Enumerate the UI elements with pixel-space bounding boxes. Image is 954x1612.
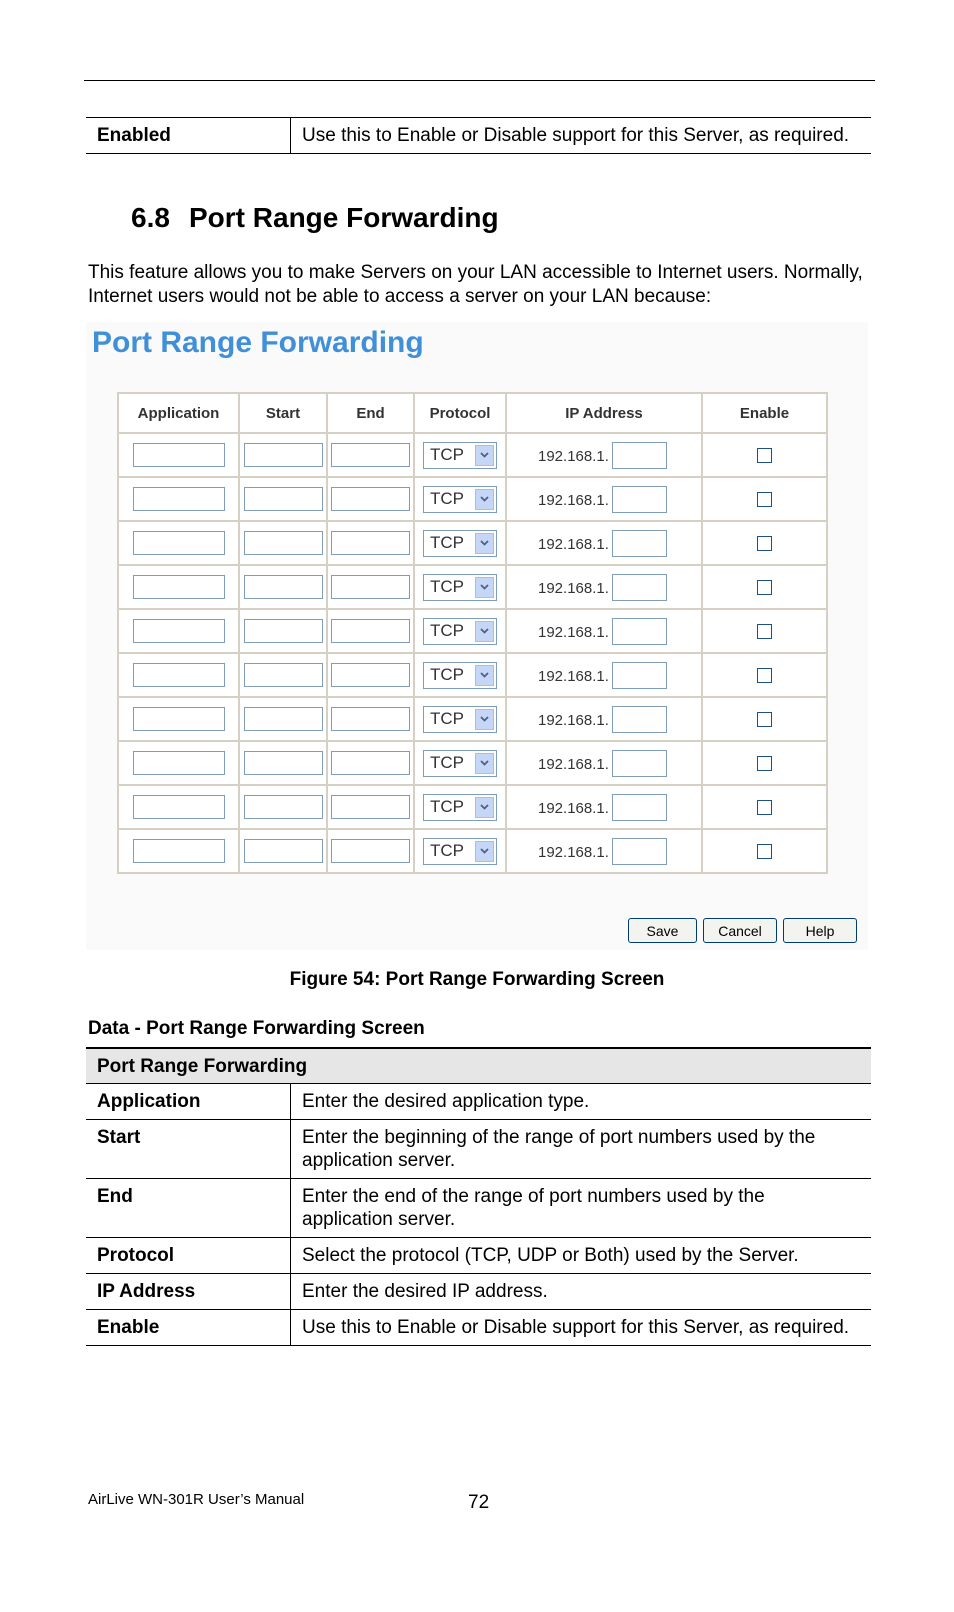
protocol-cell bbox=[414, 565, 506, 609]
ip-address-cell bbox=[506, 521, 702, 565]
enable-cell bbox=[702, 653, 827, 697]
chevron-down-icon[interactable] bbox=[475, 841, 494, 862]
enable-checkbox[interactable] bbox=[757, 800, 772, 815]
section-number: 6.8 bbox=[131, 202, 170, 233]
protocol-select[interactable] bbox=[423, 706, 497, 733]
enable-checkbox[interactable] bbox=[757, 448, 772, 463]
enable-cell bbox=[702, 785, 827, 829]
ip-prefix: 192.168.1. bbox=[538, 448, 609, 465]
port-range-rows bbox=[118, 433, 827, 873]
ip-last-octet-input[interactable] bbox=[612, 838, 667, 865]
ip-last-octet-input[interactable] bbox=[612, 706, 667, 733]
definition-term: IP Address bbox=[86, 1274, 291, 1310]
port-range-row bbox=[118, 653, 827, 697]
chevron-down-icon[interactable] bbox=[475, 533, 494, 554]
port-range-row bbox=[118, 433, 827, 477]
port-range-row bbox=[118, 741, 827, 785]
start-port-input[interactable] bbox=[244, 531, 323, 555]
ip-address-cell bbox=[506, 697, 702, 741]
definition-description: Enter the beginning of the range of port numbers used by the application server. bbox=[302, 1127, 816, 1171]
definition-description: Enter the desired application type. bbox=[302, 1091, 590, 1112]
start-cell bbox=[239, 565, 327, 609]
start-cell bbox=[239, 741, 327, 785]
protocol-cell bbox=[414, 653, 506, 697]
definition-row bbox=[86, 1310, 871, 1346]
end-cell bbox=[327, 433, 414, 477]
end-cell bbox=[327, 521, 414, 565]
start-cell bbox=[239, 785, 327, 829]
enable-checkbox[interactable] bbox=[757, 756, 772, 771]
definition-row bbox=[86, 118, 871, 154]
end-port-input[interactable] bbox=[331, 707, 410, 731]
ip-prefix: 192.168.1. bbox=[538, 624, 609, 641]
ip-prefix: 192.168.1. bbox=[538, 492, 609, 509]
ip-prefix: 192.168.1. bbox=[538, 844, 609, 861]
port-range-table bbox=[117, 392, 828, 874]
section-heading bbox=[131, 202, 499, 234]
ip-prefix: 192.168.1. bbox=[538, 536, 609, 553]
definition-term: End bbox=[86, 1179, 291, 1238]
definition-term: Start bbox=[86, 1120, 291, 1179]
enable-checkbox[interactable] bbox=[757, 536, 772, 551]
application-input[interactable] bbox=[133, 619, 225, 643]
application-input[interactable] bbox=[133, 575, 225, 599]
ip-address-cell bbox=[506, 609, 702, 653]
end-port-input[interactable] bbox=[331, 751, 410, 775]
application-input[interactable] bbox=[133, 487, 225, 511]
port-range-row bbox=[118, 477, 827, 521]
protocol-value: TCP bbox=[430, 797, 464, 816]
end-port-input[interactable] bbox=[331, 443, 410, 467]
ip-last-octet-input[interactable] bbox=[612, 794, 667, 821]
start-port-input[interactable] bbox=[244, 707, 323, 731]
enable-cell bbox=[702, 609, 827, 653]
definition-description: Use this to Enable or Disable support for this Server, as required. bbox=[302, 125, 850, 146]
protocol-value: TCP bbox=[430, 841, 464, 860]
end-port-input[interactable] bbox=[331, 575, 410, 599]
chevron-down-icon[interactable] bbox=[475, 665, 494, 686]
protocol-cell bbox=[414, 829, 506, 873]
start-port-input[interactable] bbox=[244, 751, 323, 775]
enabled-definition-table bbox=[86, 117, 871, 154]
ip-prefix: 192.168.1. bbox=[538, 712, 609, 729]
ip-prefix: 192.168.1. bbox=[538, 756, 609, 773]
figure-caption: Figure 54: Port Range Forwarding Screen bbox=[289, 969, 665, 990]
enable-cell bbox=[702, 741, 827, 785]
start-cell bbox=[239, 653, 327, 697]
protocol-value: TCP bbox=[430, 445, 464, 464]
protocol-value: TCP bbox=[430, 621, 464, 640]
protocol-cell bbox=[414, 785, 506, 829]
ip-last-octet-input[interactable] bbox=[612, 750, 667, 777]
protocol-cell bbox=[414, 609, 506, 653]
application-cell bbox=[118, 609, 239, 653]
definition-description: Select the protocol (TCP, UDP or Both) used by the Server. bbox=[302, 1245, 799, 1266]
start-cell bbox=[239, 609, 327, 653]
protocol-value: TCP bbox=[430, 489, 464, 508]
enable-checkbox[interactable] bbox=[757, 624, 772, 639]
start-cell bbox=[239, 697, 327, 741]
data-table-header: Port Range Forwarding bbox=[86, 1048, 871, 1084]
end-port-input[interactable] bbox=[331, 839, 410, 863]
protocol-select[interactable] bbox=[423, 750, 497, 777]
port-range-row bbox=[118, 785, 827, 829]
enable-checkbox[interactable] bbox=[757, 668, 772, 683]
protocol-select[interactable] bbox=[423, 662, 497, 689]
ip-prefix: 192.168.1. bbox=[538, 580, 609, 597]
enable-cell bbox=[702, 433, 827, 477]
end-port-input[interactable] bbox=[331, 487, 410, 511]
protocol-value: TCP bbox=[430, 709, 464, 728]
enable-cell bbox=[702, 565, 827, 609]
port-range-row bbox=[118, 829, 827, 873]
port-range-forwarding-screenshot bbox=[86, 322, 868, 950]
chevron-down-icon[interactable] bbox=[475, 577, 494, 598]
start-port-input[interactable] bbox=[244, 839, 323, 863]
protocol-cell bbox=[414, 477, 506, 521]
column-header-ip-address: IP Address bbox=[506, 393, 702, 433]
end-cell bbox=[327, 697, 414, 741]
ip-last-octet-input[interactable] bbox=[612, 530, 667, 557]
chevron-down-icon[interactable] bbox=[475, 445, 494, 466]
section-title: Port Range Forwarding bbox=[189, 202, 499, 233]
save-button[interactable]: Save bbox=[628, 918, 697, 943]
definition-term: Application bbox=[86, 1084, 291, 1120]
port-range-header-row bbox=[118, 393, 827, 433]
application-cell bbox=[118, 565, 239, 609]
chevron-down-icon[interactable] bbox=[475, 797, 494, 818]
ip-address-cell bbox=[506, 741, 702, 785]
start-cell bbox=[239, 829, 327, 873]
application-input[interactable] bbox=[133, 795, 225, 819]
port-range-row bbox=[118, 609, 827, 653]
column-header-protocol: Protocol bbox=[414, 393, 506, 433]
start-port-input[interactable] bbox=[244, 487, 323, 511]
page-header-rule bbox=[84, 80, 875, 81]
protocol-select[interactable] bbox=[423, 530, 497, 557]
protocol-select[interactable] bbox=[423, 574, 497, 601]
ip-last-octet-input[interactable] bbox=[612, 662, 667, 689]
intro-paragraph: This feature allows you to make Servers on your LAN accessible to Internet users. Normally, Internet users would not be able to access a server on your LAN because: bbox=[88, 262, 863, 307]
column-header-start: Start bbox=[239, 393, 327, 433]
protocol-select[interactable] bbox=[423, 442, 497, 469]
protocol-cell bbox=[414, 433, 506, 477]
end-cell bbox=[327, 653, 414, 697]
enable-checkbox[interactable] bbox=[757, 844, 772, 859]
application-cell bbox=[118, 697, 239, 741]
protocol-cell bbox=[414, 741, 506, 785]
definition-term: Enable bbox=[86, 1310, 291, 1346]
definition-row bbox=[86, 1120, 871, 1179]
enable-cell bbox=[702, 829, 827, 873]
cancel-button[interactable]: Cancel bbox=[703, 918, 777, 943]
start-cell bbox=[239, 433, 327, 477]
definition-term: Enabled bbox=[86, 118, 291, 154]
data-definition-table bbox=[86, 1047, 871, 1346]
chevron-down-icon[interactable] bbox=[475, 753, 494, 774]
protocol-select[interactable] bbox=[423, 486, 497, 513]
definition-row bbox=[86, 1238, 871, 1274]
enable-checkbox[interactable] bbox=[757, 492, 772, 507]
chevron-down-icon[interactable] bbox=[475, 709, 494, 730]
start-cell bbox=[239, 521, 327, 565]
start-port-input[interactable] bbox=[244, 443, 323, 467]
application-cell bbox=[118, 521, 239, 565]
end-cell bbox=[327, 785, 414, 829]
enable-cell bbox=[702, 697, 827, 741]
column-header-enable: Enable bbox=[702, 393, 827, 433]
ip-prefix: 192.168.1. bbox=[538, 800, 609, 817]
end-cell bbox=[327, 741, 414, 785]
end-port-input[interactable] bbox=[331, 619, 410, 643]
protocol-cell bbox=[414, 521, 506, 565]
data-table-header-row bbox=[86, 1048, 871, 1084]
data-table-title: Data - Port Range Forwarding Screen bbox=[88, 1018, 425, 1039]
definition-description: Use this to Enable or Disable support for this Server, as required. bbox=[302, 1317, 850, 1338]
protocol-cell bbox=[414, 697, 506, 741]
enable-cell bbox=[702, 477, 827, 521]
form-buttons bbox=[628, 918, 857, 943]
application-cell bbox=[118, 741, 239, 785]
end-port-input[interactable] bbox=[331, 531, 410, 555]
application-cell bbox=[118, 653, 239, 697]
enable-checkbox[interactable] bbox=[757, 580, 772, 595]
ip-address-cell bbox=[506, 477, 702, 521]
ip-last-octet-input[interactable] bbox=[612, 486, 667, 513]
end-cell bbox=[327, 829, 414, 873]
start-port-input[interactable] bbox=[244, 795, 323, 819]
start-port-input[interactable] bbox=[244, 619, 323, 643]
end-port-input[interactable] bbox=[331, 663, 410, 687]
application-input[interactable] bbox=[133, 443, 225, 467]
ip-address-cell bbox=[506, 829, 702, 873]
ip-prefix: 192.168.1. bbox=[538, 668, 609, 685]
definition-term: Protocol bbox=[86, 1238, 291, 1274]
protocol-value: TCP bbox=[430, 665, 464, 684]
port-range-row bbox=[118, 521, 827, 565]
enable-cell bbox=[702, 521, 827, 565]
help-button[interactable]: Help bbox=[783, 918, 857, 943]
end-cell bbox=[327, 609, 414, 653]
ip-last-octet-input[interactable] bbox=[612, 442, 667, 469]
chevron-down-icon[interactable] bbox=[475, 489, 494, 510]
definition-row bbox=[86, 1179, 871, 1238]
start-cell bbox=[239, 477, 327, 521]
application-cell bbox=[118, 477, 239, 521]
start-port-input[interactable] bbox=[244, 575, 323, 599]
definition-row bbox=[86, 1084, 871, 1120]
end-cell bbox=[327, 477, 414, 521]
protocol-value: TCP bbox=[430, 753, 464, 772]
definition-description: Enter the desired IP address. bbox=[302, 1281, 548, 1302]
ip-address-cell bbox=[506, 433, 702, 477]
end-cell bbox=[327, 565, 414, 609]
application-input[interactable] bbox=[133, 707, 225, 731]
protocol-select[interactable] bbox=[423, 838, 497, 865]
screen-title: Port Range Forwarding bbox=[92, 326, 424, 359]
application-cell bbox=[118, 785, 239, 829]
definition-description: Enter the end of the range of port numbers used by the application server. bbox=[302, 1186, 765, 1230]
start-port-input[interactable] bbox=[244, 663, 323, 687]
end-port-input[interactable] bbox=[331, 795, 410, 819]
protocol-select[interactable] bbox=[423, 794, 497, 821]
footer-manual-name: AirLive WN-301R User’s Manual bbox=[88, 1491, 305, 1508]
protocol-value: TCP bbox=[430, 533, 464, 552]
application-cell bbox=[118, 829, 239, 873]
ip-last-octet-input[interactable] bbox=[612, 574, 667, 601]
port-range-row bbox=[118, 565, 827, 609]
ip-address-cell bbox=[506, 653, 702, 697]
ip-address-cell bbox=[506, 785, 702, 829]
protocol-value: TCP bbox=[430, 577, 464, 596]
protocol-select[interactable] bbox=[423, 618, 497, 645]
application-input[interactable] bbox=[133, 663, 225, 687]
application-input[interactable] bbox=[133, 751, 225, 775]
page-number: 72 bbox=[468, 1492, 490, 1513]
ip-address-cell bbox=[506, 565, 702, 609]
chevron-down-icon[interactable] bbox=[475, 621, 494, 642]
enable-checkbox[interactable] bbox=[757, 712, 772, 727]
application-cell bbox=[118, 433, 239, 477]
column-header-application: Application bbox=[118, 393, 239, 433]
column-header-end: End bbox=[327, 393, 414, 433]
ip-last-octet-input[interactable] bbox=[612, 618, 667, 645]
application-input[interactable] bbox=[133, 839, 225, 863]
application-input[interactable] bbox=[133, 531, 225, 555]
port-range-row bbox=[118, 697, 827, 741]
definition-row bbox=[86, 1274, 871, 1310]
